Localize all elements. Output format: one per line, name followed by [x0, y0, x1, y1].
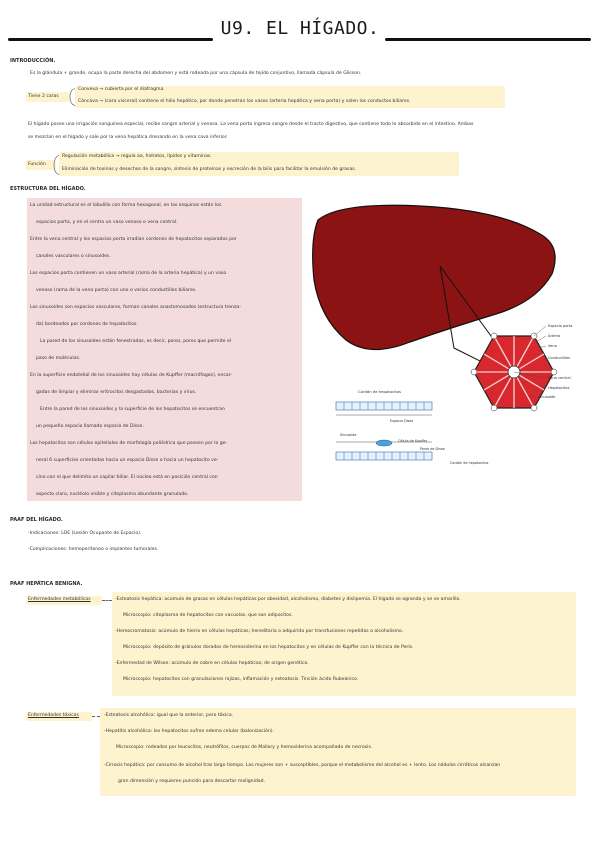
estructura-line: Los sinusoides son espacios vasculares, forman canales anastomosados (estructura trenza- [30, 305, 241, 310]
label-sinusoide: Sinusoide [538, 395, 556, 399]
funcion-1: Regulación metabólica → regula aa, hidratos, lípidos y vitaminas. [62, 154, 212, 159]
estructura-line: canales vasculares o sinusoides. [36, 254, 111, 259]
toxic-item: gran dimensión y requieren punción para descartar malignidad. [118, 779, 265, 784]
metab-item: Microscopio: hepatocitos con granulaciones rojizas, inflamación y esteatosis. Tinción ácido Rubeánico. [123, 677, 359, 682]
toxic-item: -Cirrosis hepática: por consumo de alcohol tras largo tiempo. Las mujeres son + susceptibles, porque el metabolismo del alcohol es + lento. Los nódulos cirróticos alcanzan [104, 763, 501, 768]
estructura-line: En la superficie endotelial de los sinusoides hay células de Kupffer (macrófagos), encar- [30, 373, 232, 378]
liver-shape-icon [313, 205, 555, 349]
label-cordon-2: Cordón de hepatocitos [450, 461, 489, 465]
estructura-line: cino con el que delimita un capilar biliar. El núcleo está en posición central con [36, 475, 218, 480]
estructura-box [27, 198, 302, 501]
estructura-line: La unidad estructural es el lobulillo con forma hexagonal, en las esquinas están los [30, 203, 222, 208]
estructura-line: un pequeño espacio llamado espacio de Disse. [36, 424, 144, 429]
label-cordon: Cordón de hepatocitos [358, 389, 401, 394]
estructura-line: venoso (rama de la vena porta) con uno o varios conductillos biliares. [36, 288, 197, 293]
label-hepatocitos: Hepatocitos [548, 386, 570, 390]
toxic-label: Enfermedades tóxicas [28, 713, 79, 718]
estructura-line: La pared de los sinusoides están fenestradas, es decir, poros, poros que permite el [40, 339, 232, 344]
estructura-line: paso de moléculas. [36, 356, 81, 361]
paaf-indicaciones: -Indicaciones: LOE (Lesión Ocupante de Espacio). [28, 531, 142, 536]
label-espacio-porta: Espacio porta [548, 324, 573, 328]
metab-item: Microscopio: citoplasma de hepatocitos con vacuolas, que son adipocitos. [123, 613, 293, 618]
metab-arrow [102, 600, 112, 601]
page-title: U9. EL HÍGADO. [220, 18, 380, 39]
label-vena: Vena [548, 344, 557, 348]
metab-item: -Esteatosis hepática: acúmulo de grasas en células hepáticas por obesidad, alcoholismo, diabetes y dislipemia. El hígado se agranda y se ve amarillo. [115, 597, 461, 602]
metab-item: -Enfermedad de Wilson: acúmulo de cobre en células hepáticas; de origen genético. [115, 661, 309, 666]
metab-item: -Hemocromatosis: acúmulo de hierro en células hepáticas; hereditaria o adquirida por transfusiones repetidas o alcoholismo. [115, 629, 404, 634]
estructura-line: Entre la pared de los sinusoides y la superficie de los hepatocitos se encuentran [40, 407, 225, 412]
title-rule-right [385, 38, 591, 41]
face-concava: Cóncava → (cara visceral) contiene el hilio hepático, por donde penetran los vasos (arteria hepática y vena porta) y salen los conductos biliares. [78, 99, 411, 104]
estructura-heading: ESTRUCTURA DEL HÍGADO. [10, 186, 86, 192]
label-sinusoide-2: Sinusoide [340, 433, 357, 437]
metab-label: Enfermedades metabólicas [28, 597, 91, 602]
intro-paragraph-2b: se mezclan en el hígado y sale por la vena hepática drenando en la vena cava inferior. [28, 135, 228, 140]
metab-item: Microscopio: depósito de gránulos dorados de hemosiderina en los hepatocitos y en células de Kupffer con la técnica de Perls. [123, 645, 414, 650]
paaf-heading: PAAF DEL HÍGADO. [10, 517, 63, 523]
intro-paragraph-1: Es la glándula + grande, ocupa la parte derecha del abdomen y está rodeada por una cápsula de tejido conjuntivo, llamada cápsula de Glisson. [30, 71, 362, 76]
funcion-2: Eliminación de toxinas y desechos de la sangre, síntesis de proteínas y excreción de la bilis para facilitar la emulsión de grasas. [62, 167, 357, 172]
estructura-line: espacios porta, y en el centro un vaso venoso o vena central. [36, 220, 178, 225]
toxic-item: Microscopio: rodeados por leucocitos, neutrófilos, cuerpos de Mallory y hemosiderina acompañado de necrosis. [116, 745, 373, 750]
label-kupffer: Célula de Kupffer [398, 439, 428, 443]
intro-heading: INTRODUCCIÓN. [10, 58, 56, 64]
hepatocyte-cord-top-icon [336, 402, 432, 415]
estructura-line: Los espacios porta contienen un vaso arterial (rama de la arteria hepática) y un vaso [30, 271, 227, 276]
estructura-line: neral 6 superficies orientadas hacia un espacio Disse o hacia un hepatocito ve- [36, 458, 219, 463]
estructura-line: da) bordeados por cordones de hepatocitos. [36, 322, 138, 327]
estructura-line: aspecto claro, nucléolo visible y citoplasma abundante granulado. [36, 492, 189, 497]
label-arteria: Arteria [548, 334, 561, 338]
estructura-line: Los hepatocitos son células epiteliales de morfología poliédrica que poseen por lo ge- [30, 441, 228, 446]
estructura-line: Entre la vena central y los espacios porta irradian cordones de hepatocitos separados por [30, 237, 237, 242]
intro-paragraph-2a: El hígado posee una irrigación sanguínea especial, recibe sangre arterial y venosa. La vena porta ingresa sangre desde el tracto digestivo, que contiene todo lo absorbido en el intestino. Ambas [28, 122, 474, 127]
paaf-complicaciones: -Complicaciones: hemoperitoneo o implantes tumorales. [28, 547, 159, 552]
funcion-label: Función [28, 162, 46, 167]
toxic-item: -Esteatosis alcohólica: igual que la anterior, pero tóxica. [104, 713, 234, 718]
faces-label: Tiene 2 caras [28, 94, 59, 99]
toxic-arrow [92, 716, 100, 717]
label-disse: Espacio Disse [390, 419, 414, 423]
toxic-item: -Hepatitis alcohólica: los hepatocitos sufren edema celular (balonización). [104, 729, 275, 734]
title-rule-left [8, 38, 213, 41]
label-vena-central: Vena central [548, 376, 571, 380]
label-poros: Poros de Disse [420, 447, 445, 451]
estructura-line: gadas de limpiar y eliminar eritrocitos desgastados, bacterias y virus. [36, 390, 197, 395]
label-conductillos: Conductillos [548, 356, 570, 360]
benigna-heading: PAAF HEPÁTICA BENIGNA. [10, 581, 83, 587]
face-convexa: Convexa → cubierta por el diafragma. [78, 87, 165, 92]
